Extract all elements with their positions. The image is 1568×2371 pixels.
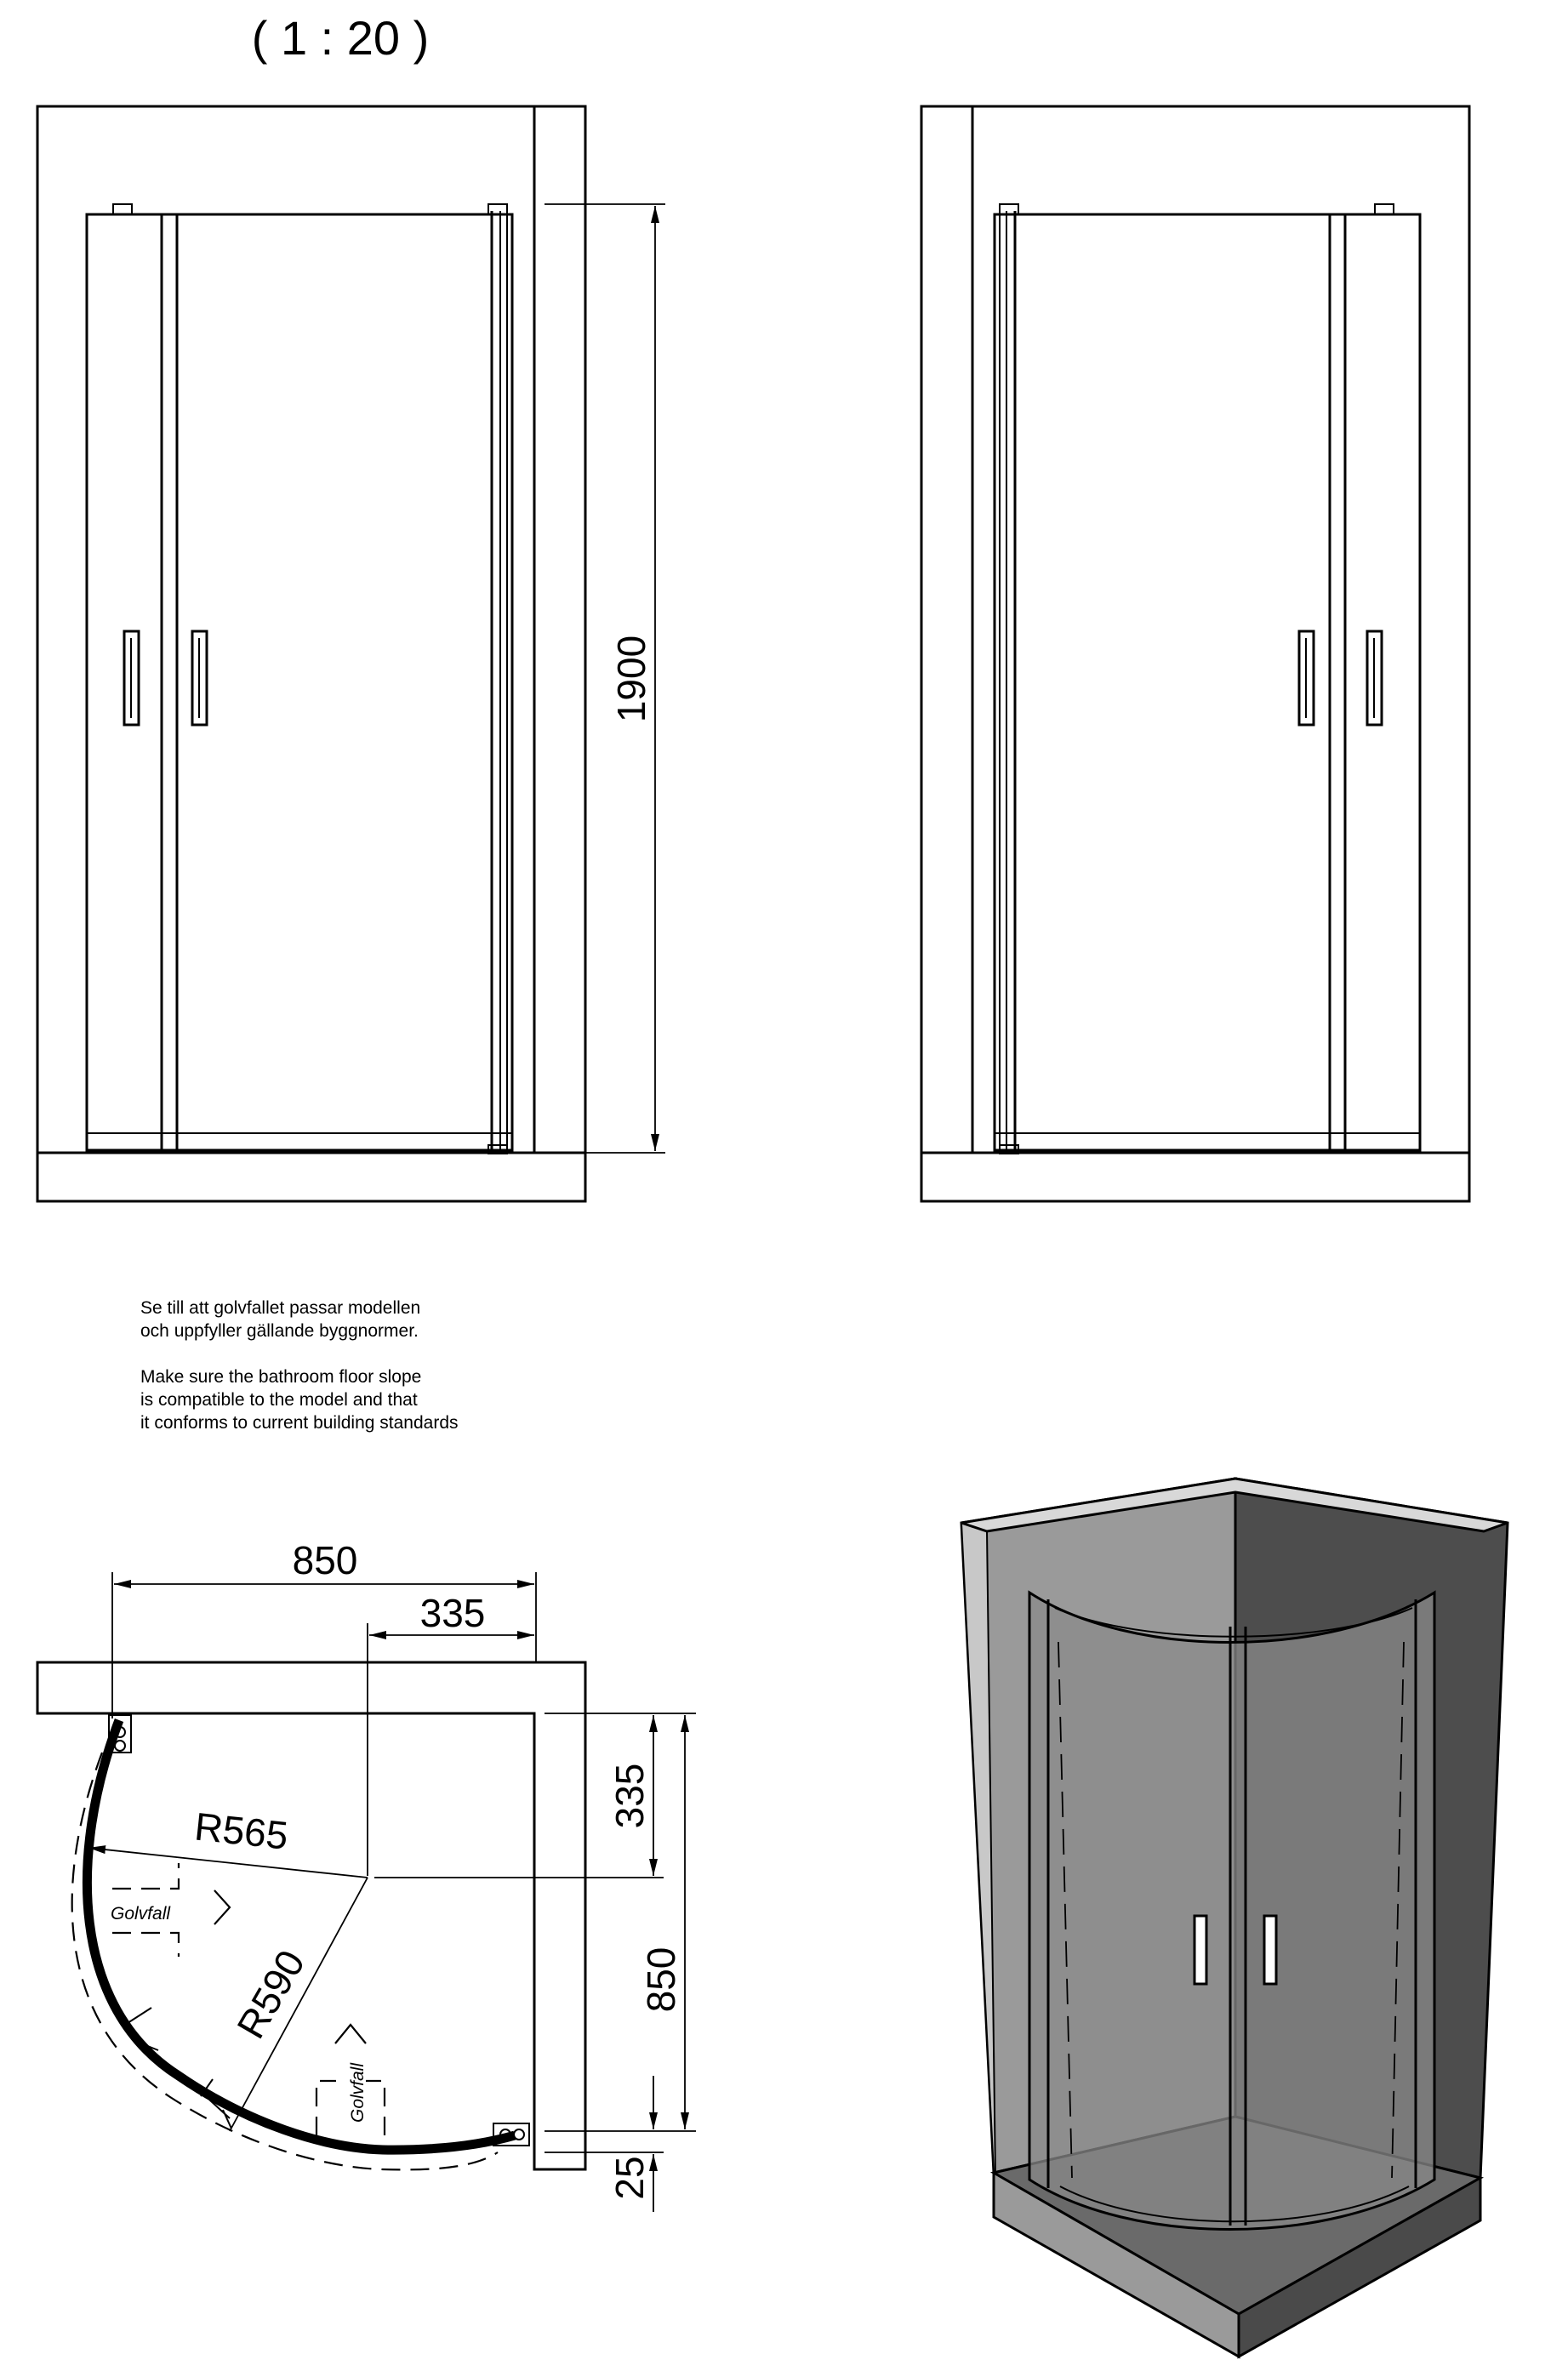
- isometric-view: [961, 1479, 1508, 2357]
- scale-label: ( 1 : 20 ): [251, 11, 430, 65]
- note-english-line-2: is compatible to the model and that: [140, 1390, 418, 1410]
- handle-left-3d: [1195, 1916, 1206, 1984]
- note-swedish-line-2: och uppfyller gällande byggnormer.: [140, 1321, 419, 1341]
- note-swedish-line-1: Se till att golvfallet passar modellen: [140, 1298, 421, 1318]
- left-elevation: [37, 106, 665, 1201]
- plan-view: [37, 1538, 696, 2212]
- enclosure-frame: [87, 214, 512, 1150]
- radius-r565-line: [88, 1848, 368, 1878]
- enclosure-frame-right: [995, 214, 1420, 1150]
- offset-dimension-top-label: 335: [419, 1591, 486, 1635]
- width-dimension-label: 850: [292, 1538, 358, 1582]
- wall-outline-right: [921, 106, 1469, 1201]
- offset-dimension-side-label: 335: [607, 1763, 652, 1829]
- radius-r565-label: R565: [192, 1804, 291, 1858]
- floor-slope-label-left: Golvfall: [111, 1904, 171, 1924]
- depth-dimension-label: 850: [639, 1946, 683, 2013]
- installation-note: [140, 1297, 459, 1434]
- handle-right-3d: [1264, 1916, 1276, 1984]
- height-dimension-label: 1900: [609, 635, 653, 723]
- right-elevation: [921, 106, 1469, 1201]
- glass-enclosure: [1029, 1593, 1434, 2230]
- threshold-dimension-label: 25: [607, 2156, 652, 2200]
- floor-slope-label-bottom: Golvfall: [348, 2062, 368, 2123]
- hinge-top-left: [113, 204, 132, 214]
- note-english-line-1: Make sure the bathroom floor slope: [140, 1367, 422, 1387]
- wall-outline: [37, 106, 585, 1201]
- radius-r590-label: R590: [228, 1942, 314, 2046]
- note-english-line-3: it conforms to current building standards: [140, 1413, 459, 1433]
- curved-door: [87, 1720, 515, 2150]
- door-fittings: [109, 1715, 529, 2146]
